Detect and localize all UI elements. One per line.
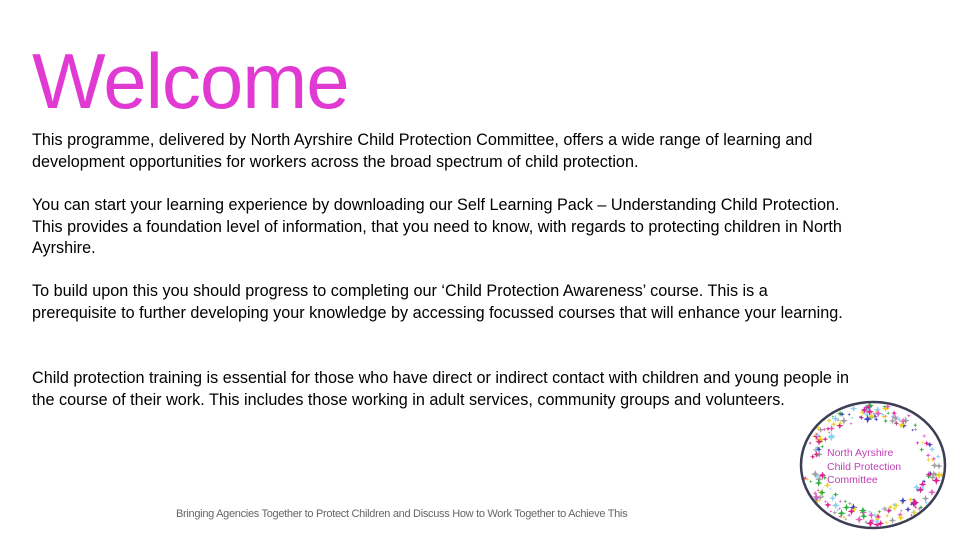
star-icon: [883, 418, 888, 423]
star-icon: [907, 414, 911, 418]
star-icon: [808, 441, 811, 444]
star-icon: [894, 421, 898, 425]
star-icon: [936, 454, 941, 459]
star-icon: [833, 492, 839, 498]
star-icon: [885, 521, 889, 525]
star-icon: [842, 515, 846, 519]
star-icon: [820, 445, 824, 449]
star-icon: [916, 441, 920, 445]
footer-tagline: Bringing Agencies Together to Protect Children and Discuss How to Work Together to Achieve This: [176, 508, 628, 520]
star-icon: [822, 436, 828, 442]
page-title: Welcome: [32, 37, 349, 125]
training-audience-paragraph: Child protection training is essential for those who have direct or indirect contact with children and young people in the course of their work. This includes those working in adult services, community groups and volunteers.: [32, 369, 850, 409]
star-icon: [921, 441, 925, 445]
star-icon: [809, 480, 813, 484]
star-icon: [924, 440, 930, 446]
star-icon: [891, 410, 897, 416]
star-icon: [843, 499, 847, 503]
star-icon: [931, 462, 939, 470]
intro-paragraph: This programme, delivered by North Ayrshire Child Protection Committee, offers a wide range of learning and development opportunities for workers across the broad spectrum of child protection.: [32, 131, 813, 171]
star-icon: [859, 415, 864, 420]
awareness-course-paragraph: To build upon this you should progress to completing our ‘Child Protection Awareness’ course. This is a prerequisite to further developing your knowledge by accessing focussed courses that will enhance your learning.: [32, 282, 843, 322]
star-icon: [826, 426, 831, 431]
star-icon: [905, 506, 911, 512]
star-icon: [913, 427, 917, 431]
star-icon: [913, 423, 918, 428]
star-icon: [877, 510, 881, 514]
star-icon: [815, 479, 823, 487]
star-icon: [844, 517, 848, 521]
star-icon: [849, 422, 852, 425]
logo-line: North Ayrshire: [827, 447, 894, 459]
star-icon: [859, 506, 867, 514]
star-icon: [911, 428, 914, 431]
star-icon: [847, 513, 851, 517]
star-icon: [829, 510, 832, 513]
star-icon: [813, 491, 818, 496]
star-icon: [898, 421, 905, 428]
star-icon: [838, 499, 842, 503]
star-icon: [922, 495, 930, 503]
star-icon: [886, 411, 890, 415]
star-icon: [827, 434, 835, 442]
star-icon: [847, 413, 851, 417]
star-icon: [848, 501, 852, 505]
star-icon: [928, 488, 936, 496]
star-icon: [910, 514, 913, 517]
star-icon: [824, 500, 828, 504]
star-icon: [831, 415, 834, 418]
star-icon: [826, 418, 832, 424]
self-learning-paragraph: You can start your learning experience by downloading our Self Learning Pack – Understanding Child Protection. This provides a foundation level of information, that you need to know, with regards to protecting children in North Ayrshire.: [32, 196, 842, 258]
star-icon: [818, 489, 826, 497]
star-icon: [828, 431, 831, 434]
star-icon: [866, 519, 875, 528]
logo-line: Child Protection: [827, 460, 902, 473]
star-icon: [877, 520, 884, 527]
star-icon: [837, 509, 845, 517]
star-icon: [900, 509, 903, 512]
star-icon: [836, 508, 839, 511]
star-icon: [822, 427, 826, 431]
star-icon: [922, 434, 926, 438]
star-icon: [892, 502, 899, 509]
star-icon: [899, 497, 907, 505]
star-icon: [889, 517, 896, 524]
star-icon: [832, 510, 837, 515]
star-icon: [811, 470, 820, 479]
star-icon: [850, 416, 853, 419]
logo-line: Committee: [827, 474, 878, 486]
star-icon: [885, 514, 889, 518]
star-icon: [925, 453, 930, 458]
star-icon: [816, 488, 820, 492]
star-icon: [843, 504, 851, 512]
logo-text: [827, 447, 901, 488]
star-icon: [926, 458, 930, 462]
star-icon: [919, 447, 924, 452]
star-icon: [829, 487, 832, 490]
